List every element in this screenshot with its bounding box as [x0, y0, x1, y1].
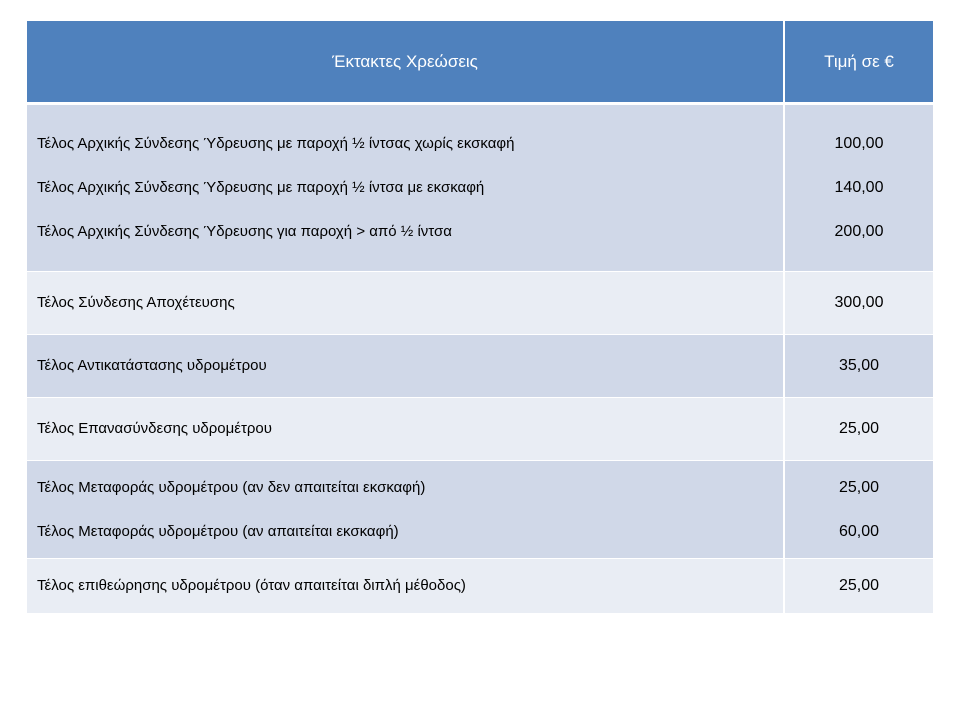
fee-description: Τέλος Αντικατάστασης υδρομέτρου: [37, 357, 267, 374]
fee-description: Τέλος Μεταφοράς υδρομέτρου (αν απαιτείται εκσκαφή): [37, 522, 399, 540]
fees-table: [27, 21, 933, 613]
fee-price: 140,00: [834, 179, 884, 196]
fee-price: 25,00: [838, 420, 880, 437]
table-row: [27, 272, 933, 335]
fee-description: Τέλος επιθεώρησης υδρομέτρου (όταν απαιτείται διπλή μέθοδος): [37, 576, 466, 594]
fee-price-cell: [784, 335, 933, 398]
fee-description-cell: [27, 272, 784, 335]
fee-description: Τέλος Επανασύνδεσης υδρομέτρου: [37, 420, 272, 437]
table-row: [27, 104, 933, 272]
fee-price: 60,00: [838, 522, 880, 540]
fee-price-cell: [784, 461, 933, 559]
fee-price-cell: [784, 559, 933, 613]
table-header-row: [27, 21, 933, 104]
fee-price: 200,00: [834, 223, 884, 240]
fee-description: Τέλος Αρχικής Σύνδεσης Ύδρευσης με παροχή ½ ίντσα με εκσκαφή: [37, 179, 485, 196]
fee-description-cell: [27, 335, 784, 398]
header-price: Τιμή σε €: [784, 21, 933, 104]
fee-description-cell: [27, 559, 784, 613]
fee-description-cell: [27, 398, 784, 461]
fee-description-cell: [27, 461, 784, 559]
fee-price-cell: [784, 104, 933, 272]
table-row: [27, 461, 933, 559]
fee-price: 100,00: [834, 135, 884, 152]
fee-description: Τέλος Αρχικής Σύνδεσης Ύδρευσης με παροχή ½ ίντσας χωρίς εκσκαφή: [37, 135, 515, 152]
fee-price: 300,00: [834, 294, 884, 311]
table-row: [27, 559, 933, 613]
fee-description: Τέλος Μεταφοράς υδρομέτρου (αν δεν απαιτείται εκσκαφή): [37, 478, 426, 496]
table-row: [27, 398, 933, 461]
fee-price-cell: [784, 272, 933, 335]
fee-description-cell: [27, 104, 784, 272]
fee-description: Τέλος Αρχικής Σύνδεσης Ύδρευσης για παροχή > από ½ ίντσα: [37, 223, 452, 240]
fee-price: 35,00: [838, 357, 880, 374]
fee-price: 25,00: [838, 576, 880, 594]
table-row: [27, 335, 933, 398]
fee-price-cell: [784, 398, 933, 461]
fee-price: 25,00: [838, 478, 880, 496]
fee-description: Τέλος Σύνδεσης Αποχέτευσης: [37, 294, 235, 311]
header-description: Έκτακτες Χρεώσεις: [27, 21, 784, 104]
